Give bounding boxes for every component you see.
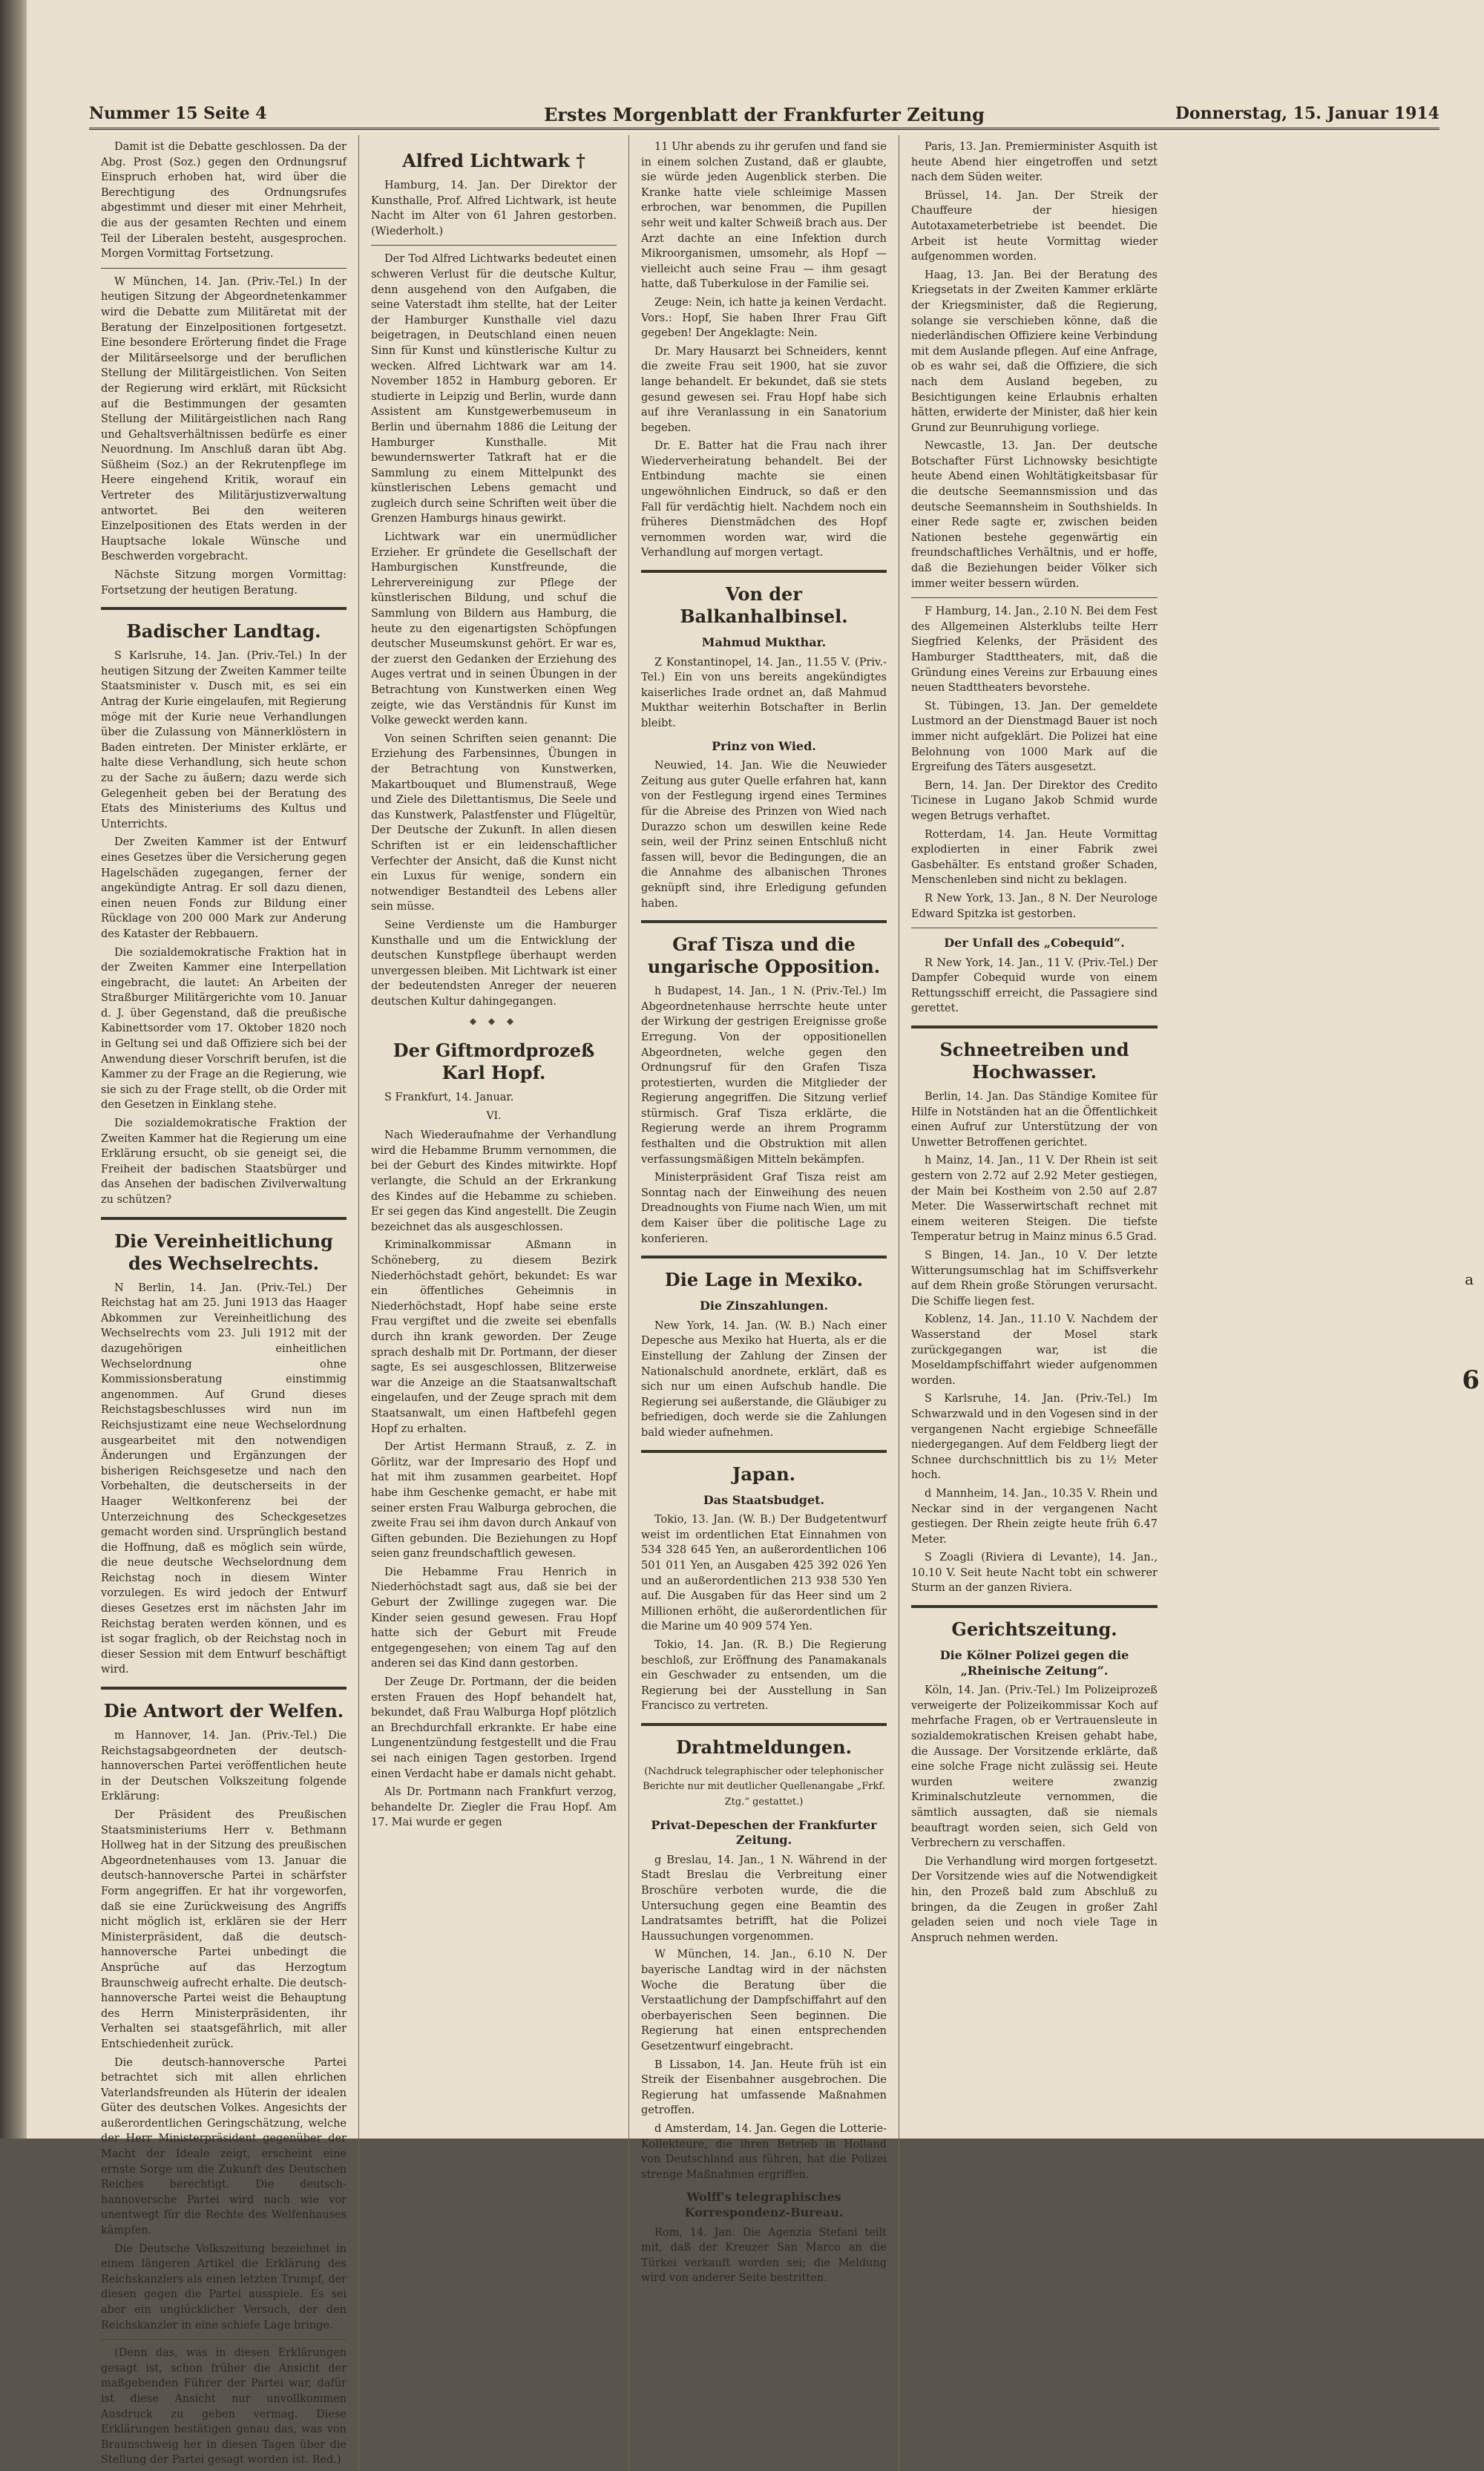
article-paragraph: Bern, 14. Jan. Der Direktor des Credito Ticinese in Lugano Jakob Schmid wurde wegen Betrugs verhaftet. [911,779,1158,822]
article-paragraph: S Karlsruhe, 14. Jan. (Priv.-Tel.) Im Schwarzwald und in den Vogesen sind in der vergangenen Nacht ergiebige Schneefälle niedergegangen. Auf dem Feldberg liegt der Schnee durchschnittlich bis zu 1½ Meter hoch. [911,1393,1158,1482]
heavy-rule-divider [641,1450,887,1453]
subheading: Die Zinszahlungen. [699,1299,829,1313]
article-paragraph: Paris, 13. Jan. Premierminister Asquith ist heute Abend hier eingetroffen und setzt nach dem Süden weiter. [911,141,1158,184]
section-heading: Alfred Lichtwark † [402,150,585,171]
column-1 [89,135,359,2471]
section-heading: Von der Balkanhalbinsel. [680,583,848,628]
subheading: Privat-Depeschen der Frankfurter Zeitung. [651,1817,877,1848]
article-paragraph: Dr. E. Batter hat die Frau nach ihrer Wiederverheiratung behandelt. Bei der Entbindung machte sie einen ungewöhnlichen Eindruck, so daß er den Fall für verdächtig hielt. Nachdem noch ein früheres Dienstmädchen des Hopf vernommen worden war, wird die Verhandlung auf morgen vertagt. [641,440,887,559]
article-paragraph: g Breslau, 14. Jan., 1 N. Während in der Stadt Breslau die Verbreitung einer Broschüre verboten wurde, die die Untersuchung gegen eine Beamtin des Landratsamtes betrifft, hat die Polizei Haussuchungen vorgenommen. [641,1854,887,1943]
section-heading: Graf Tisza und die ungarische Opposition. [647,933,881,978]
article-paragraph: Die sozialdemokratische Fraktion der Zweiten Kammer hat die Regierung um eine Erklärung ersucht, ob sie geneigt sei, die Freiheit der badischen Staatsbürger und das Ansehen der badischen Zivilverwaltung zu schützen? [101,1118,347,1206]
page-header [89,104,1439,131]
part-number: VI. [486,1109,502,1122]
heavy-rule-divider [101,1687,347,1690]
heavy-rule-divider [641,1723,887,1726]
article-paragraph: Der Präsident des Preußischen Staatsministeriums Herr v. Bethmann Hollweg hat in der Sitzung des preußischen Abgeordnetenhauses vom 13. Januar die deutsch-hannoversche Partei in schärfster Form angegriffen. Er hat ihr vorgeworfen, daß sie eine Zurückweisung des Angriffs nicht möglich ist, erklären sie der Herr Ministerpräsident, daß die deutsch-hannoversche Partei unbedingt die Ansprüche auf das Herzogtum Braunschweig aufrecht erhalte. Die deutsch-hannoversche Partei weist die Behauptung des Herrn Ministerpräsidenten, ihr Verhalten sei staatsgefährlich, mit aller Entschiedenheit zurück. [101,1809,347,2050]
article-paragraph: New York, 14. Jan. (W. B.) Nach einer Depesche aus Mexiko hat Huerta, als er die Einstellung der Zahlung der Zinsen der Nationalschuld anordnete, erklärt, daß es sich nur um einen Aufschub handle. Die Regierung sei außerstande, die Gläubiger zu befriedigen, doch werde sie die Zahlungen bald wieder aufnehmen. [641,1319,887,1439]
heavy-rule-divider [641,570,887,573]
heavy-rule-divider [911,1605,1158,1608]
article-paragraph: Z Konstantinopel, 14. Jan., 11.55 V. (Priv.-Tel.) Ein von uns bereits angekündigtes kaiserliches Irade ordnet an, daß Mahmud Mukthar weiterhin Botschafter in Berlin bleibt. [641,656,887,729]
article-paragraph: Koblenz, 14. Jan., 11.10 V. Nachdem der Wasserstand der Mosel stark zurückgegangen war, ist die Moseldampfschiffahrt wieder aufgenommen worden. [911,1313,1158,1387]
article-paragraph: 11 Uhr abends zu ihr gerufen und fand sie in einem solchen Zustand, daß er glaubte, sie würde jeden Augenblick sterben. Die Kranke hatte viele schleimige Massen erbrochen, war benommen, die Pupillen sehr weit und kalter Schweiß brach aus. Der Arzt dachte an eine Infektion durch Mikroorganismen, umsomehr, als Hopf — vielleicht auch seine Frau — ihm gesagt hatte, daß Tuberkulose in der Familie sei. [641,141,887,291]
heavy-rule-divider [641,1256,887,1259]
subheading: Mahmud Mukthar. [701,635,827,650]
article-paragraph: W München, 14. Jan. (Priv.-Tel.) In der heutigen Sitzung der Abgeordnetenkammer wird die Debatte zum Militäretat mit der Beratung der Einzelpositionen fortgesetzt. Eine besondere Erörterung findet die Frage der Militärseelsorge und der beruflichen Stellung der Militärgeistlichen. Von Seiten der Regierung wird erklärt, mit Rücksicht auf die Bestimmungen der gesamten Stellung der Militärgeistlichen nach Rang und Gehaltsverhältnissen bedürfe es einer Neuordnung. Im Anschluß daran übt Abg. Süßheim (Soz.) an der Rekrutenpflege im Heere eingehend Kritik, worauf ein Vertreter des Militärjustizverwaltung antwortet. Bei den weiteren Einzelpositionen des Etats werden in der Hauptsache lokale Wünsche und Beschwerden vorgebracht. [101,275,347,563]
article-paragraph: Die Deutsche Volkszeitung bezeichnet in einem längeren Artikel die Erklärung des Reichskanzlers als einen letzten Trumpf, der diesen gegen die Partei ausspiele. Es sei aber ein unglücklicher Versuch, der den Reichskanzler in eine schiefe Lage bringe. [101,2242,347,2331]
article-paragraph: F Hamburg, 14. Jan., 2.10 N. Bei dem Fest des Allgemeinen Alsterklubs teilte Herr Siegfried Kelenks, der Präsident des Hamburger Stadttheaters, mit, daß die Gründung eines Vereins zur Erbauung eines neuen Stadttheaters bevorstehe. [911,606,1158,695]
article-paragraph: Als Dr. Portmann nach Frankfurt verzog, behandelte Dr. Ziegler die Frau Hopf. Am 17. Mai wurde er gegen [371,1786,617,1829]
subheading: Die Kölner Polizei gegen die „Rheinische Zeitung“. [939,1648,1129,1678]
ornament-divider: ◆ ◆ ◆ [469,1016,519,1027]
rule-divider [101,268,347,269]
article-paragraph: B Lissabon, 14. Jan. Heute früh ist ein Streik der Eisenbahner ausgebrochen. Die Regierung hat umfassende Maßnahmen getroffen. [641,2058,887,2117]
column-4 [899,135,1169,2471]
issue-number: Nummer 15 Seite 4 [89,104,267,123]
article-paragraph: S Frankfurt, 14. Januar. [384,1092,514,1104]
article-paragraph: S Bingen, 14. Jan., 10 V. Der letzte Witterungsumschlag hat im Schiffsverkehr auf dem Rhein große Störungen verursacht. Die Schiffe liegen fest. [911,1250,1158,1307]
article-paragraph: R New York, 14. Jan., 11 V. (Priv.-Tel.) Der Dampfer Cobequid wurde von einem Rettungsschiff erreicht, die Passagiere sind gerettet. [911,956,1158,1015]
margin-letter: a [1465,1270,1474,1288]
issue-date: Donnerstag, 15. Januar 1914 [1175,104,1439,123]
article-paragraph: Hamburg, 14. Jan. Der Direktor der Kunsthalle, Prof. Alfred Lichtwark, ist heute Nacht im Alter von 61 Jahren gestorben. (Wiederholt.) [371,180,617,237]
article-paragraph: Rotterdam, 14. Jan. Heute Vormittag explodierten in einer Fabrik zwei Gasbehälter. Es entstand großer Schaden, Menschenleben sind nicht zu beklagen. [911,828,1158,887]
subheading: Der Unfall des „Cobequid“. [944,936,1125,951]
subheading: Prinz von Wied. [712,738,816,753]
article-paragraph: Köln, 14. Jan. (Priv.-Tel.) Im Polizeiprozeß verweigerte der Polizeikommissar Koch auf mehrfache Fragen, ob er Vertrauensleute in sozialdemokratischen Kreisen gehabt habe, die Aussage. Der Vorsitzende erklärte, daß eine solche Frage nicht zulässig sei. Heute wurden weitere zwanzig Kriminalschutzleute vernommen, die sämtlich aussagten, daß sie niemals beauftragt worden seien, sich Geld von Verbrechern zu verschaffen. [911,1684,1158,1850]
section-heading: Die Lage in Mexiko. [664,1269,864,1291]
heavy-rule-divider [641,920,887,923]
masthead: Erstes Morgenblatt der Frankfurter Zeitung [544,104,985,125]
article-paragraph: S Karlsruhe, 14. Jan. (Priv.-Tel.) In der heutigen Sitzung der Zweiten Kammer teilte Staatsminister v. Dusch mit, es sei ein Antrag der Kurie eingelaufen, mit Regierung möge mit der Kurie neue Verhandlungen über die Zulassung von Männerklöstern in Baden eintreten. Der Minister erklärte, er halte diese Verhandlung, sich heute schon zu der Sache zu äußern; dazu werde sich Gelegenheit geben bei der Beratung des Etats des Ministeriums des Kultus und Unterrichts. [101,650,347,830]
article-paragraph: Lichtwark war ein unermüdlicher Erzieher. Er gründete die Gesellschaft der Hamburgischen Kunstfreunde, die Lehrervereinigung zur Pflege der künstlerischen Bildung, und schuf die Sammlung von Bildern aus Hamburg, die heute zu den eigenartigsten Schöpfungen deutscher Museumskunst gehört. Er war es, der zuerst den Gedanken der Erziehung des Auges vertrat und in seinen Übungen in der Betrachtung von Kunstwerken einen Weg zeigte, wie das Verständnis für Kunst im Volke geweckt werden kann. [371,531,617,727]
article-paragraph: Zeuge: Nein, ich hatte ja keinen Verdacht. Vors.: Hopf, Sie haben Ihrer Frau Gift gegeben! Der Angeklagte: Nein. [641,296,887,340]
section-heading: Die Antwort der Welfen. [103,1700,344,1722]
article-paragraph: d Mannheim, 14. Jan., 10.35 V. Rhein und Neckar sind in der vergangenen Nacht gestiegen. Der Rhein zeigte heute früh 6.47 Meter. [911,1487,1158,1546]
article-paragraph: Rom, 14. Jan. Die Agenzia Stefani teilt mit, daß der Kreuzer San Marco an die Türkei verkauft worden sei; die Meldung wird von anderer Seite bestritten. [641,2226,887,2285]
article-paragraph: Nächste Sitzung morgen Vormittag: Fortsetzung der heutigen Beratung. [101,569,347,597]
article-paragraph: Der Tod Alfred Lichtwarks bedeutet einen schweren Verlust für die deutsche Kultur, denn ausgehend von den Aufgaben, die seine Vaterstadt ihm stellte, hat der Leiter der Hamburger Kunsthalle viel dazu beigetragen, in Deutschland einen neuen Sinn für Kunst und künstlerische Kultur zu wecken. Alfred Lichtwark war am 14. November 1852 in Hamburg geboren. Er studierte in Leipzig und Berlin, wurde dann Assistent am Kunstgewerbemuseum in Berlin und übernahm 1886 die Leitung der Hamburger Kunsthalle. Mit bewundernswerter Tatkraft hat er die Sammlung zu einem Mittelpunkt des künstlerischen Lebens gemacht und zugleich durch seine Schriften weit über die Grenzen Hamburgs hinaus gewirkt. [371,253,617,525]
article-paragraph: St. Tübingen, 13. Jan. Der gemeldete Lustmord an der Dienstmagd Bauer ist noch immer nicht aufgeklärt. Die Polizei hat eine Belohnung von 1000 Mark auf die Ergreifung des Täters ausgesetzt. [911,700,1158,774]
section-heading: Gerichtszeitung. [951,1618,1117,1641]
article-paragraph: R New York, 13. Jan., 8 N. Der Neurologe Edward Spitzka ist gestorben. [911,892,1158,920]
article-paragraph: Berlin, 14. Jan. Das Ständige Komitee für Hilfe in Notständen hat an die Öffentlichkeit einen Aufruf zur Unterstützung der von Unwetter Betroffenen gerichtet. [911,1091,1158,1149]
article-paragraph: Die sozialdemokratische Fraktion hat in der Zweiten Kammer eine Interpellation eingebracht, die lautet: An Arbeiten der Straßburger Militärgerichte vom 10. Januar d. J. über Gegenstand, daß die preußische Kabinettsorder vom 17. Oktober 1820 noch in Geltung sei und daß Offiziere sich bei der Anwendung dieser Vorschrift berufen, ist die Kammer zu der Frage an die Regierung, wie sie sich zu der Frage stellt, ob die Order mit den Gesetzen in Einklang stehe. [101,946,347,1112]
section-heading: Badischer Landtag. [126,620,321,643]
rule-divider [371,245,617,246]
article-paragraph: Die Hebamme Frau Henrich in Niederhöchstadt sagt aus, daß sie bei der Geburt der Zwillinge zugegen war. Die Kinder seien gesund gewesen. Frau Hopf hatte sich der Geburt mit Freude entgegengesehen; von einem Tag auf den anderen sei das Kind dann gestorben. [371,1566,617,1670]
article-paragraph: Newcastle, 13. Jan. Der deutsche Botschafter Fürst Lichnowsky besichtigte heute Abend einen Wohltätigkeitsbasar für die deutsche Seemannsmission und das deutsche Seemannsheim in Southshields. In einer Rede sagte er, zwischen beiden Nationen bestehe gegenwärtig ein freundschaftliches Verhältnis, und er hoffe, daß die Beziehungen beider Völker sich immer weiter bessern würden. [911,440,1158,590]
heavy-rule-divider [911,1026,1158,1028]
article-paragraph: (Denn das, was in diesen Erklärungen gesagt ist, schon früher die Ansicht der maßgebenden Führer der Partei war, dafür ist diese Ansicht nur unvollkommen Ausdruck zu geben vermag. Diese Erklärungen bestätigen genau das, was von Braunschweig her in diesen Tagen über die Stellung der Partei gesagt worden ist. Red.) [101,2347,347,2467]
article-paragraph: Kriminalkommissar Aßmann in Schöneberg, zu diesem Bezirk Niederhöchstadt gehört, bekundet: Es war ein öffentliches Geheimnis in Niederhöchstadt, Hopf habe seine erste Frau vergiftet und die zweite sei ebenfalls durch ihn krank geworden. Der Zeuge sprach deshalb mit Dr. Portmann, der dieser sagte, Es sei ausgeschlossen, Blitzerweise war die Anzeige an die Staatsanwaltschaft eingelaufen, und der Zeuge sprach mit dem Staatsanwalt, um einen Haftbefehl gegen Hopf zu erhalten. [371,1239,617,1435]
article-paragraph: d Amsterdam, 14. Jan. Gegen die Lotterie-Kollekteure, die ihren Betrieb in Holland von Deutschland aus führen, hat die Polizei strenge Maßnahmen ergriffen. [641,2122,887,2181]
article-paragraph: Die deutsch-hannoversche Partei betrachtet sich mit allen ehrlichen Vaterlandsfreunden als Hüterin der idealen Güter des deutschen Volkes. Angesichts der außerordentlichen Geringschätzung, welche der Herr Ministerpräsident gegenüber der Macht der Ideale zeigt, erscheint eine ernste Sorge um die Zukunft des Deutschen Reiches berechtigt. Die deutsch-hannoversche Partei wird nach wie vor unentwegt für die Rechte des Welfenhauses kämpfen. [101,2056,347,2237]
section-heading: Schneetreiben und Hochwasser. [939,1039,1129,1083]
subheading: Wolff's telegraphisches Korrespondenz-Bureau. [684,2190,844,2219]
article-paragraph: Nach Wiederaufnahme der Verhandlung wird die Hebamme Brumm vernommen, die bei der Geburt des Kindes mitwirkte. Hopf verlangte, die Schuld an der Erkrankung des Kindes auf die Hebamme zu schieben. Er sei gegen das Kind angestellt. Die Zeugin bezeichnet das als ausgeschlossen. [371,1129,617,1233]
heavy-rule-divider [101,607,347,610]
section-heading: Die Vereinheitlichung des Wechselrechts. [114,1230,333,1274]
article-paragraph: h Budapest, 14. Jan., 1 N. (Priv.-Tel.) Im Abgeordnetenhause herrschte heute unter der Wirkung der gestrigen Ereignisse große Erregung. Von der oppositionellen Abgeordneten, welche gegen den Ordnungsruf für den Grafen Tisza protestierten, wurden die Mitglieder der Regierung angegriffen. Die Sitzung verlief stürmisch. Graf Tisza erklärte, die Regierung werde an ihrem Programm festhalten und die Obstruktion mit allen verfassungsmäßigen Mitteln bekämpfen. [641,985,887,1166]
article-paragraph: Haag, 13. Jan. Bei der Beratung des Kriegsetats in der Zweiten Kammer erklärte der Kriegsminister, daß die Regierung, solange sie verschieben könne, daß die niederländischen Offiziere keine Verbindung mit dem Auslande pflegen. Auf eine Anfrage, ob es wahr sei, daß die Offiziere, die sich nach dem Ausland begeben, zu Besichtigungen keine Erlaubnis erhalten hätten, erwiderte der Minister, daß hier kein Grund zur Beunruhigung vorliege. [911,269,1158,434]
margin-number: 6 [1462,1365,1480,1395]
rule-divider [911,597,1158,598]
heavy-rule-divider [101,1217,347,1220]
article-paragraph: Dr. Mary Hausarzt bei Schneiders, kennt die zweite Frau seit 1900, hat sie zuvor lange behandelt. Er bekundet, daß sie stets gesund gewesen sei. Frau Hopf habe sich auf ihre Veranlassung in ein Sanatorium begeben. [641,345,887,434]
article-paragraph: Tokio, 14. Jan. (R. B.) Die Regierung beschloß, zur Eröffnung des Panamakanals ein Geschwader zu entsenden, um die Regierung bei der Ausstellung in San Francisco zu vertreten. [641,1638,887,1713]
article-paragraph: Der Zeuge Dr. Portmann, der die beiden ersten Frauen des Hopf behandelt hat, bekundet, daß Frau Walburga Hopf plötzlich an Brechdurchfall erkrankte. Er habe eine Lungenentzündung festgestellt und die Frau sei nach einigen Tagen gestorben. Irgend einen Verdacht habe er damals nicht gehabt. [371,1676,617,1780]
article-paragraph: S Zoagli (Riviera di Levante), 14. Jan., 10.10 V. Seit heute Nacht tobt ein schwerer Sturm an der ganzen Riviera. [911,1552,1158,1595]
article-paragraph: Tokio, 13. Jan. (W. B.) Der Budgetentwurf weist im ordentlichen Etat Einnahmen von 534 328 645 Yen, an außerordentlichen 106 501 011 Yen, an Ausgaben 425 392 026 Yen und an außerordentlichen 213 938 530 Yen auf. Die Ausgaben für das Heer sind um 2 Millionen erhöht, die außerordentlichen für die Marine um 40 909 574 Yen. [641,1514,887,1633]
article-paragraph: h Mainz, 14. Jan., 11 V. Der Rhein ist seit gestern von 2.72 auf 2.92 Meter gestiegen, der Main bei Kostheim von 2.50 auf 2.87 Meter. Die Wasserwirtschaft rechnet mit einem weiteren Steigen. Die tiefste Temperatur betrug in Mainz minus 6.5 Grad. [911,1155,1158,1244]
header-rule [89,128,1439,130]
column-3 [629,135,899,2471]
article-paragraph: Die Verhandlung wird morgen fortgesetzt. Der Vorsitzende wies auf die Notwendigkeit hin, den Prozeß bald zum Abschluß zu bringen, da die Zeugen in großer Zahl geladen seien und noch viele Tage in Anspruch nehmen werden. [911,1855,1158,1944]
article-paragraph: Damit ist die Debatte geschlossen. Da der Abg. Prost (Soz.) gegen den Ordnungsruf Einspruch erhoben hat, wird über die Berechtigung des Ordnungsrufes abgestimmt und dieser mit einer Mehrheit, die aus der gesamten Rechten und einem Teil der Liberalen besteht, ausgesprochen. Morgen Vormittag Fortsetzung. [101,141,347,260]
rule-divider [101,2339,347,2340]
article-paragraph: m Hannover, 14. Jan. (Priv.-Tel.) Die Reichstagsabgeordneten der deutsch-hannoverschen Partei veröffentlichen heute in der Deutschen Volkszeitung folgende Erklärung: [101,1730,347,1803]
subheading: Das Staatsbudget. [703,1492,825,1507]
section-heading: Japan. [732,1463,796,1485]
article-paragraph: Neuwied, 14. Jan. Wie die Neuwieder Zeitung aus guter Quelle erfahren hat, kann von der Festlegung irgend eines Termines für die Abreise des Prinzen von Wied nach Durazzo schon um deswillen keine Rede sein, weil der Prinz seinen Entschluß nicht fassen will, bevor die Bedingungen, die an die Annahme des albanischen Thrones geknüpft sind, ihre Erledigung gefunden haben. [641,760,887,910]
article-paragraph: Von seinen Schriften seien genannt: Die Erziehung des Farbensinnes, Übungen in der Betrachtung von Kunstwerken, Makartbouquet und Blumenstrauß, Wege und Ziele des Dilettantismus, Die Seele und das Kunstwerk, Palastfenster und Flügeltür, Der Deutsche der Zukunft. In allen diesen Schriften ist er ein leidenschaftlicher Verfechter der Ansicht, daß die Kunst nicht ein Luxus für wenige, sondern ein notwendiger Bestandteil des Lebens aller sein müsse. [371,732,617,913]
reprint-notice: (Nachdruck telegraphischer oder telephonischer Berichte nur mit deutlicher Quellenangabe „Frkf. Ztg.“ gestattet.) [643,1765,885,1808]
article-paragraph: Der Artist Hermann Strauß, z. Z. in Görlitz, war der Impresario des Hopf und hat mit ihm zusammen gearbeitet. Hopf habe ihm Geschenke gemacht, er habe mit seiner ersten Frau Walburga gebrochen, die zweite Frau sei ihm davon durch Ankauf von Giften gebunden. Die Beziehungen zu Hopf seien ganz freundschaftlich gewesen. [371,1441,617,1561]
article-paragraph: Seine Verdienste um die Hamburger Kunsthalle und um die Entwicklung der deutschen Kunstpflege überhaupt werden unvergessen bleiben. Mit Lichtwark ist einer der bedeutendsten Anreger der neueren deutschen Kultur dahingegangen. [371,919,617,1008]
article-paragraph: N Berlin, 14. Jan. (Priv.-Tel.) Der Reichstag hat am 25. Juni 1913 das Haager Abkommen zur Vereinheitlichung des Wechselrechts vom 23. Juli 1912 mit der dazugehörigen einheitlichen Wechselordnung ohne Kommissionsberatung einstimmig angenommen. Auf Grund dieses Reichstagsbeschlusses wird nun im Reichsjustizamt eine neue Wechselordnung ausgearbeitet mit den notwendigen Änderungen und Ergänzungen der bisherigen Reichsgesetze und nach den Vorbehalten, die deutscherseits in der Haager Weltkonferenz bei der Unterzeichnung des Scheckgesetzes gemacht worden sind. Ursprünglich bestand die Hoffnung, daß es möglich sein würde, die neue deutsche Wechselordnung dem Reichstag noch in diesem Winter vorzulegen. Es wird jedoch der Entwurf dieses Gesetzes erst im nächsten Jahr im Reichstag beraten werden können, und es ist sogar fraglich, ob der Reichstag noch in dieser Session mit dem Entwurf beschäftigt wird. [101,1282,347,1676]
column-2 [359,135,629,2471]
article-paragraph: W München, 14. Jan., 6.10 N. Der bayerische Landtag wird in der nächsten Woche die Beratung über die Verstaatlichung der Dampfschiffahrt auf den oberbayerischen Seen beginnen. Die Regierung hat einen entsprechenden Gesetzentwurf eingebracht. [641,1949,887,2052]
article-paragraph: Brüssel, 14. Jan. Der Streik der Chauffeure der hiesigen Autotaxameterbetriebe ist beendet. Die Arbeit ist heute Vormittag wieder aufgenommen worden. [911,189,1158,263]
section-heading: Der Giftmordprozeß Karl Hopf. [393,1040,595,1084]
article-paragraph: Der Zweiten Kammer ist der Entwurf eines Gesetzes über die Versicherung gegen Hagelschäden zugegangen, ferner der angekündigte Antrag. Er soll dazu dienen, einen neuen Fonds zur Bildung einer Rücklage von 200 000 Mark zur Anderung des Kataster der Rebbauern. [101,836,347,940]
article-paragraph: Ministerpräsident Graf Tisza reist am Sonntag nach der Einweihung des neuen Dreadnoughts von Fiume nach Wien, um mit dem Kaiser über die politische Lage zu konferieren. [641,1172,887,1245]
columns-container [89,135,1439,2467]
section-heading: Drahtmeldungen. [676,1736,852,1758]
